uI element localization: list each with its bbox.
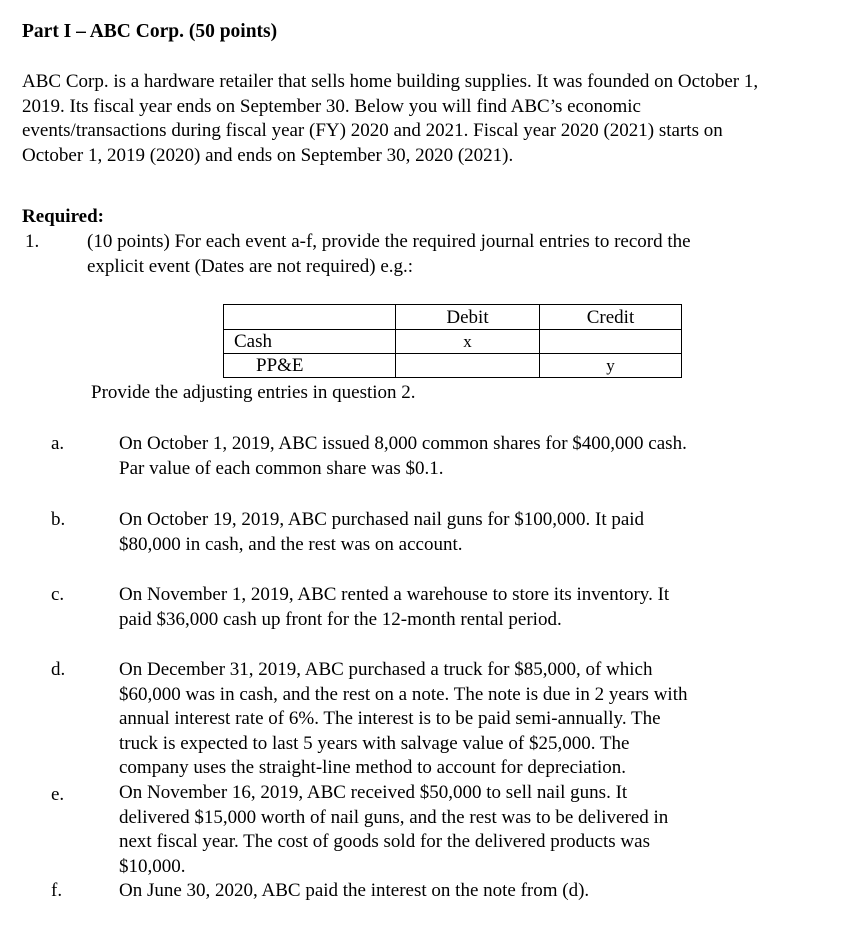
item-letter-c: c.: [51, 584, 65, 605]
adjusting-entries-note: Provide the adjusting entries in question 2.: [91, 382, 416, 403]
credit-cell: y: [540, 354, 682, 378]
required-number: 1.: [25, 231, 40, 252]
document-title: Part I – ABC Corp. (50 points): [22, 21, 278, 42]
item-line: $10,000.: [119, 855, 186, 877]
item-line: next fiscal year. The cost of goods sold for the delivered products was: [119, 831, 650, 852]
journal-entry-example-table: [223, 304, 682, 378]
item-line: company uses the straight-line method to account for depreciation.: [119, 757, 627, 778]
item-line: $60,000 was in cash, and the rest on a note. The note is due in 2 years with: [119, 683, 688, 705]
credit-cell: [540, 330, 682, 354]
item-text-c: [119, 583, 799, 632]
item-letter-f: f.: [51, 880, 63, 901]
item-text-a: [119, 432, 799, 481]
item-letter-e: e.: [51, 784, 65, 805]
item-text-e: [119, 781, 799, 879]
item-line: truck is expected to last 5 years with salvage value of $25,000. The: [119, 732, 630, 754]
item-letter-a: a.: [51, 433, 65, 454]
item-text-d: [119, 658, 799, 781]
account-cell: Cash: [224, 330, 396, 354]
table-header-row: [224, 305, 682, 330]
item-line: $80,000 in cash, and the rest was on account.: [119, 533, 463, 555]
required-heading: Required:: [22, 206, 104, 227]
header-account-cell: [224, 305, 396, 330]
table-row: [224, 354, 682, 378]
item-line: paid $36,000 cash up front for the 12-month rental period.: [119, 608, 562, 630]
item-line: On November 16, 2019, ABC received $50,000 to sell nail guns. It: [119, 782, 628, 803]
item-letter-d: d.: [51, 659, 66, 680]
item-text-b: [119, 508, 799, 557]
intro-paragraph: [22, 70, 852, 168]
intro-line: 2019. Its fiscal year ends on September 30. Below you will find ABC’s economic: [22, 95, 641, 117]
item-line: On December 31, 2019, ABC purchased a truck for $85,000, of which: [119, 659, 653, 680]
account-cell: PP&E: [224, 354, 396, 378]
intro-line: ABC Corp. is a hardware retailer that sells home building supplies. It was founded on October 1,: [22, 71, 759, 92]
item-line: On October 19, 2019, ABC purchased nail guns for $100,000. It paid: [119, 509, 645, 530]
required-line: (10 points) For each event a-f, provide the required journal entries to record the: [87, 231, 691, 252]
intro-line: events/transactions during fiscal year (FY) 2020 and 2021. Fiscal year 2020 (2021) starts on: [22, 120, 723, 141]
debit-cell: x: [396, 330, 540, 354]
item-line: On June 30, 2020, ABC paid the interest on the note from (d).: [119, 880, 590, 901]
header-credit-cell: Credit: [540, 305, 682, 330]
header-debit-cell: Debit: [396, 305, 540, 330]
item-line: annual interest rate of 6%. The interest is to be paid semi-annually. The: [119, 708, 661, 729]
required-line: explicit event (Dates are not required) e.g.:: [87, 255, 414, 277]
item-line: Par value of each common share was $0.1.: [119, 457, 444, 479]
item-line: On October 1, 2019, ABC issued 8,000 common shares for $400,000 cash.: [119, 433, 687, 454]
intro-line: October 1, 2019 (2020) and ends on September 30, 2020 (2021).: [22, 144, 514, 166]
item-line: On November 1, 2019, ABC rented a warehouse to store its inventory. It: [119, 584, 670, 605]
item-letter-b: b.: [51, 509, 66, 530]
item-text-f: [119, 879, 799, 904]
table-row: [224, 330, 682, 354]
debit-cell: [396, 354, 540, 378]
required-instructions: [87, 230, 807, 279]
item-line: delivered $15,000 worth of nail guns, and the rest was to be delivered in: [119, 806, 669, 828]
